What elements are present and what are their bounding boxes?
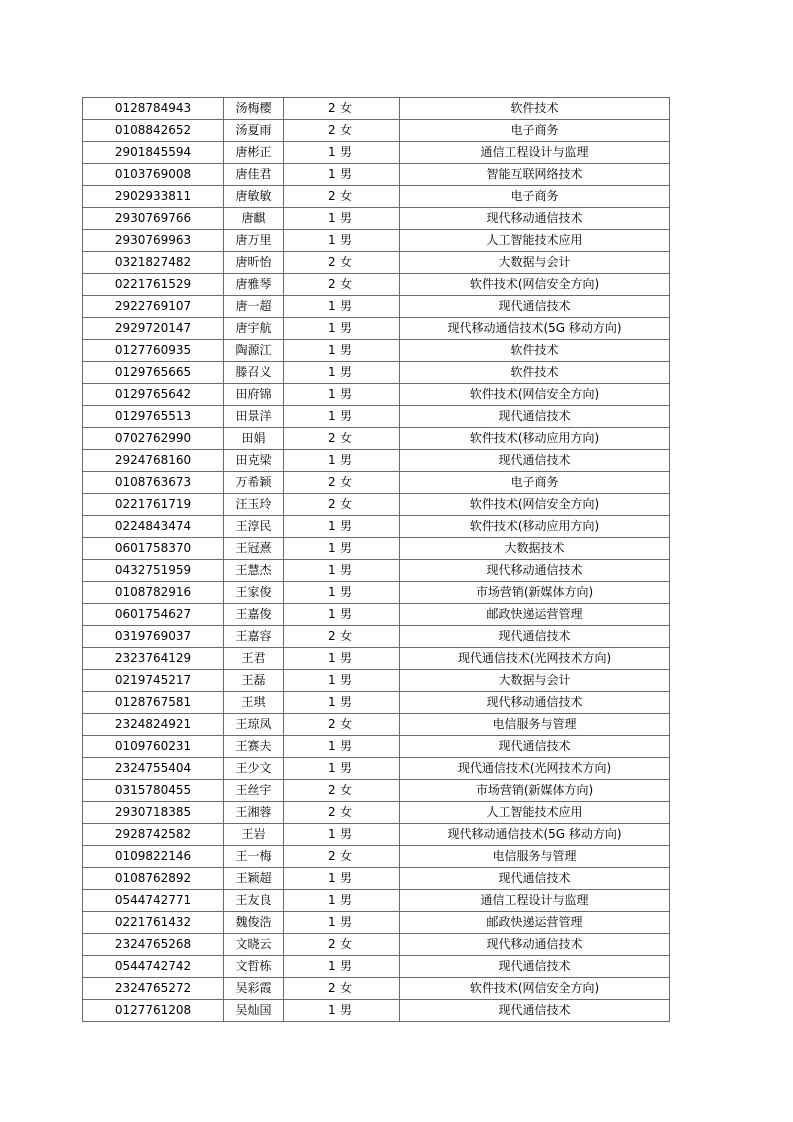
- student-table: [82, 97, 670, 1022]
- table-row: [83, 626, 670, 648]
- student-id-cell: 2929720147: [83, 318, 224, 340]
- table-row: [83, 560, 670, 582]
- gender-code: 2: [328, 783, 336, 797]
- student-id-cell: 0544742771: [83, 890, 224, 912]
- student-name-cell: 王冠熹: [224, 538, 284, 560]
- gender-label: 男: [340, 321, 353, 335]
- table-row: [83, 406, 670, 428]
- major-cell: 现代移动通信技术(5G 移动方向): [400, 318, 670, 340]
- table-row: [83, 648, 670, 670]
- gender-cell: [284, 428, 400, 450]
- student-name-cell: 汤梅樱: [224, 98, 284, 120]
- gender-cell: [284, 846, 400, 868]
- table-row: [83, 208, 670, 230]
- gender-cell: [284, 362, 400, 384]
- table-row: [83, 538, 670, 560]
- gender-label: 男: [340, 365, 353, 379]
- table-row: [83, 318, 670, 340]
- student-id-cell: 2902933811: [83, 186, 224, 208]
- major-cell: 现代通信技术: [400, 406, 670, 428]
- gender-label: 男: [340, 519, 353, 533]
- student-name-cell: 王少文: [224, 758, 284, 780]
- student-name-cell: 唐雅琴: [224, 274, 284, 296]
- gender-cell: [284, 560, 400, 582]
- student-id-cell: 0127760935: [83, 340, 224, 362]
- gender-label: 男: [340, 387, 353, 401]
- table-row: [83, 802, 670, 824]
- major-cell: 大数据与会计: [400, 670, 670, 692]
- gender-label: 男: [340, 695, 353, 709]
- gender-code: 1: [328, 519, 336, 533]
- student-id-cell: 0127761208: [83, 1000, 224, 1022]
- student-name-cell: 万希颖: [224, 472, 284, 494]
- gender-code: 1: [328, 585, 336, 599]
- gender-label: 男: [340, 651, 353, 665]
- gender-code: 1: [328, 541, 336, 555]
- gender-code: 1: [328, 167, 336, 181]
- student-id-cell: 2324824921: [83, 714, 224, 736]
- table-row: [83, 890, 670, 912]
- table-row: [83, 362, 670, 384]
- table-row: [83, 428, 670, 450]
- gender-cell: [284, 340, 400, 362]
- gender-label: 女: [340, 277, 353, 291]
- gender-label: 男: [340, 959, 353, 973]
- table-row: [83, 824, 670, 846]
- major-cell: 人工智能技术应用: [400, 230, 670, 252]
- table-row: [83, 516, 670, 538]
- student-id-cell: 0109822146: [83, 846, 224, 868]
- gender-label: 女: [340, 629, 353, 643]
- gender-code: 1: [328, 453, 336, 467]
- gender-cell: [284, 274, 400, 296]
- gender-code: 1: [328, 761, 336, 775]
- gender-cell: [284, 582, 400, 604]
- gender-label: 女: [340, 101, 353, 115]
- student-id-cell: 0224843474: [83, 516, 224, 538]
- major-cell: 现代通信技术: [400, 868, 670, 890]
- student-name-cell: 唐彬正: [224, 142, 284, 164]
- student-name-cell: 唐万里: [224, 230, 284, 252]
- major-cell: 现代通信技术: [400, 626, 670, 648]
- gender-cell: [284, 648, 400, 670]
- gender-code: 1: [328, 145, 336, 159]
- table-row: [83, 472, 670, 494]
- gender-cell: [284, 384, 400, 406]
- gender-code: 1: [328, 387, 336, 401]
- major-cell: 软件技术(网信安全方向): [400, 274, 670, 296]
- gender-label: 女: [340, 849, 353, 863]
- gender-cell: [284, 890, 400, 912]
- student-name-cell: 王磊: [224, 670, 284, 692]
- gender-code: 2: [328, 101, 336, 115]
- table-row: [83, 868, 670, 890]
- gender-code: 1: [328, 563, 336, 577]
- student-name-cell: 王家俊: [224, 582, 284, 604]
- gender-code: 1: [328, 651, 336, 665]
- gender-code: 1: [328, 321, 336, 335]
- gender-label: 男: [340, 607, 353, 621]
- gender-label: 男: [340, 673, 353, 687]
- student-id-cell: 0601758370: [83, 538, 224, 560]
- student-name-cell: 唐敏敏: [224, 186, 284, 208]
- student-name-cell: 王慧杰: [224, 560, 284, 582]
- student-id-cell: 2922769107: [83, 296, 224, 318]
- major-cell: 人工智能技术应用: [400, 802, 670, 824]
- student-name-cell: 田娟: [224, 428, 284, 450]
- major-cell: 现代通信技术: [400, 956, 670, 978]
- student-name-cell: 田府锦: [224, 384, 284, 406]
- student-id-cell: 0702762990: [83, 428, 224, 450]
- table-row: [83, 714, 670, 736]
- student-id-cell: 0321827482: [83, 252, 224, 274]
- gender-code: 2: [328, 849, 336, 863]
- gender-label: 女: [340, 805, 353, 819]
- gender-code: 1: [328, 299, 336, 313]
- gender-cell: [284, 406, 400, 428]
- gender-cell: [284, 934, 400, 956]
- major-cell: 软件技术(网信安全方向): [400, 384, 670, 406]
- student-name-cell: 王赛夫: [224, 736, 284, 758]
- student-name-cell: 文哲栋: [224, 956, 284, 978]
- gender-label: 女: [340, 475, 353, 489]
- student-name-cell: 王丝宇: [224, 780, 284, 802]
- gender-cell: [284, 296, 400, 318]
- student-name-cell: 田景洋: [224, 406, 284, 428]
- gender-cell: [284, 230, 400, 252]
- gender-cell: [284, 208, 400, 230]
- table-row: [83, 186, 670, 208]
- gender-cell: [284, 780, 400, 802]
- gender-label: 男: [340, 1003, 353, 1017]
- major-cell: 现代移动通信技术: [400, 208, 670, 230]
- student-id-cell: 2324765268: [83, 934, 224, 956]
- major-cell: 现代通信技术(光网技术方向): [400, 758, 670, 780]
- student-id-cell: 2324755404: [83, 758, 224, 780]
- student-id-cell: 0129765513: [83, 406, 224, 428]
- student-id-cell: 0108762892: [83, 868, 224, 890]
- gender-label: 女: [340, 189, 353, 203]
- student-name-cell: 王湘蓉: [224, 802, 284, 824]
- gender-code: 2: [328, 123, 336, 137]
- gender-code: 2: [328, 805, 336, 819]
- major-cell: 电信服务与管理: [400, 846, 670, 868]
- student-name-cell: 魏俊浩: [224, 912, 284, 934]
- major-cell: 现代移动通信技术: [400, 560, 670, 582]
- table-row: [83, 230, 670, 252]
- major-cell: 市场营销(新媒体方向): [400, 780, 670, 802]
- major-cell: 软件技术: [400, 362, 670, 384]
- table-row: [83, 692, 670, 714]
- student-name-cell: 唐昕怡: [224, 252, 284, 274]
- major-cell: 现代移动通信技术: [400, 692, 670, 714]
- student-id-cell: 2930718385: [83, 802, 224, 824]
- gender-label: 女: [340, 123, 353, 137]
- gender-code: 1: [328, 365, 336, 379]
- student-table-body: [83, 98, 670, 1022]
- gender-cell: [284, 98, 400, 120]
- student-id-cell: 0315780455: [83, 780, 224, 802]
- student-id-cell: 0544742742: [83, 956, 224, 978]
- table-row: [83, 142, 670, 164]
- gender-cell: [284, 758, 400, 780]
- major-cell: 软件技术: [400, 340, 670, 362]
- student-name-cell: 吴彩霞: [224, 978, 284, 1000]
- table-row: [83, 934, 670, 956]
- gender-cell: [284, 956, 400, 978]
- table-row: [83, 274, 670, 296]
- gender-cell: [284, 164, 400, 186]
- gender-label: 男: [340, 145, 353, 159]
- major-cell: 现代移动通信技术(5G 移动方向): [400, 824, 670, 846]
- gender-label: 女: [340, 255, 353, 269]
- major-cell: 通信工程设计与监理: [400, 890, 670, 912]
- gender-code: 1: [328, 409, 336, 423]
- table-row: [83, 1000, 670, 1022]
- gender-label: 男: [340, 233, 353, 247]
- major-cell: 软件技术: [400, 98, 670, 120]
- gender-code: 1: [328, 211, 336, 225]
- student-name-cell: 王琪: [224, 692, 284, 714]
- table-row: [83, 780, 670, 802]
- table-row: [83, 670, 670, 692]
- major-cell: 电子商务: [400, 120, 670, 142]
- table-row: [83, 164, 670, 186]
- student-name-cell: 王岩: [224, 824, 284, 846]
- major-cell: 电子商务: [400, 186, 670, 208]
- major-cell: 通信工程设计与监理: [400, 142, 670, 164]
- student-name-cell: 汪玉玲: [224, 494, 284, 516]
- gender-code: 2: [328, 255, 336, 269]
- major-cell: 大数据与会计: [400, 252, 670, 274]
- major-cell: 软件技术(移动应用方向): [400, 516, 670, 538]
- gender-label: 男: [340, 453, 353, 467]
- table-row: [83, 384, 670, 406]
- gender-label: 男: [340, 827, 353, 841]
- student-id-cell: 0108782916: [83, 582, 224, 604]
- student-id-cell: 2930769766: [83, 208, 224, 230]
- gender-label: 男: [340, 915, 353, 929]
- table-row: [83, 604, 670, 626]
- student-id-cell: 0129765665: [83, 362, 224, 384]
- gender-cell: [284, 736, 400, 758]
- gender-label: 女: [340, 431, 353, 445]
- gender-code: 1: [328, 607, 336, 621]
- major-cell: 软件技术(移动应用方向): [400, 428, 670, 450]
- gender-label: 男: [340, 409, 353, 423]
- gender-cell: [284, 1000, 400, 1022]
- major-cell: 现代通信技术: [400, 1000, 670, 1022]
- major-cell: 智能互联网络技术: [400, 164, 670, 186]
- table-row: [83, 736, 670, 758]
- gender-code: 2: [328, 475, 336, 489]
- table-row: [83, 912, 670, 934]
- gender-cell: [284, 802, 400, 824]
- table-row: [83, 846, 670, 868]
- gender-code: 1: [328, 871, 336, 885]
- gender-code: 1: [328, 233, 336, 247]
- student-name-cell: 王嘉容: [224, 626, 284, 648]
- gender-code: 1: [328, 739, 336, 753]
- gender-cell: [284, 318, 400, 340]
- table-row: [83, 494, 670, 516]
- student-name-cell: 王一梅: [224, 846, 284, 868]
- major-cell: 软件技术(网信安全方向): [400, 978, 670, 1000]
- student-id-cell: 0109760231: [83, 736, 224, 758]
- student-name-cell: 唐宇航: [224, 318, 284, 340]
- gender-cell: [284, 142, 400, 164]
- gender-label: 男: [340, 585, 353, 599]
- major-cell: 大数据技术: [400, 538, 670, 560]
- student-name-cell: 唐一超: [224, 296, 284, 318]
- student-id-cell: 2930769963: [83, 230, 224, 252]
- student-name-cell: 文晓云: [224, 934, 284, 956]
- gender-cell: [284, 252, 400, 274]
- student-id-cell: 2924768160: [83, 450, 224, 472]
- gender-code: 2: [328, 937, 336, 951]
- table-row: [83, 978, 670, 1000]
- gender-code: 1: [328, 827, 336, 841]
- table-row: [83, 252, 670, 274]
- major-cell: 电子商务: [400, 472, 670, 494]
- student-name-cell: 田克梁: [224, 450, 284, 472]
- gender-cell: [284, 604, 400, 626]
- table-row: [83, 450, 670, 472]
- student-id-cell: 0219745217: [83, 670, 224, 692]
- student-name-cell: 王琼凤: [224, 714, 284, 736]
- major-cell: 现代通信技术: [400, 450, 670, 472]
- student-name-cell: 汤夏雨: [224, 120, 284, 142]
- student-id-cell: 0432751959: [83, 560, 224, 582]
- student-name-cell: 吴灿国: [224, 1000, 284, 1022]
- gender-code: 1: [328, 673, 336, 687]
- student-id-cell: 0601754627: [83, 604, 224, 626]
- gender-code: 1: [328, 695, 336, 709]
- student-name-cell: 滕召义: [224, 362, 284, 384]
- table-row: [83, 956, 670, 978]
- student-name-cell: 唐麒: [224, 208, 284, 230]
- table-row: [83, 98, 670, 120]
- gender-code: 1: [328, 343, 336, 357]
- gender-cell: [284, 450, 400, 472]
- gender-cell: [284, 120, 400, 142]
- table-row: [83, 758, 670, 780]
- gender-cell: [284, 978, 400, 1000]
- gender-code: 1: [328, 1003, 336, 1017]
- student-id-cell: 2928742582: [83, 824, 224, 846]
- major-cell: 邮政快递运营管理: [400, 912, 670, 934]
- gender-label: 男: [340, 211, 353, 225]
- gender-cell: [284, 714, 400, 736]
- table-row: [83, 340, 670, 362]
- gender-cell: [284, 912, 400, 934]
- table-row: [83, 296, 670, 318]
- gender-label: 男: [340, 541, 353, 555]
- gender-code: 2: [328, 629, 336, 643]
- student-id-cell: 0128784943: [83, 98, 224, 120]
- gender-label: 男: [340, 761, 353, 775]
- major-cell: 现代移动通信技术: [400, 934, 670, 956]
- student-name-cell: 王嘉俊: [224, 604, 284, 626]
- gender-code: 2: [328, 981, 336, 995]
- student-id-cell: 0319769037: [83, 626, 224, 648]
- gender-label: 女: [340, 981, 353, 995]
- major-cell: 电信服务与管理: [400, 714, 670, 736]
- gender-code: 2: [328, 497, 336, 511]
- gender-cell: [284, 538, 400, 560]
- student-name-cell: 王颖超: [224, 868, 284, 890]
- student-id-cell: 0128767581: [83, 692, 224, 714]
- gender-label: 男: [340, 167, 353, 181]
- student-id-cell: 0108763673: [83, 472, 224, 494]
- gender-cell: [284, 186, 400, 208]
- student-id-cell: 0221761529: [83, 274, 224, 296]
- table-row: [83, 120, 670, 142]
- gender-cell: [284, 494, 400, 516]
- student-id-cell: 0108842652: [83, 120, 224, 142]
- gender-cell: [284, 472, 400, 494]
- gender-code: 1: [328, 959, 336, 973]
- gender-label: 男: [340, 871, 353, 885]
- gender-cell: [284, 626, 400, 648]
- gender-cell: [284, 516, 400, 538]
- gender-cell: [284, 670, 400, 692]
- student-id-cell: 2324765272: [83, 978, 224, 1000]
- gender-label: 女: [340, 783, 353, 797]
- gender-cell: [284, 824, 400, 846]
- student-name-cell: 王君: [224, 648, 284, 670]
- gender-label: 女: [340, 937, 353, 951]
- student-name-cell: 王友良: [224, 890, 284, 912]
- student-id-cell: 2323764129: [83, 648, 224, 670]
- gender-code: 2: [328, 277, 336, 291]
- gender-label: 男: [340, 893, 353, 907]
- gender-label: 女: [340, 497, 353, 511]
- gender-cell: [284, 868, 400, 890]
- student-id-cell: 0221761719: [83, 494, 224, 516]
- student-id-cell: 0221761432: [83, 912, 224, 934]
- gender-label: 女: [340, 717, 353, 731]
- gender-label: 男: [340, 299, 353, 313]
- major-cell: 软件技术(网信安全方向): [400, 494, 670, 516]
- major-cell: 现代通信技术(光网技术方向): [400, 648, 670, 670]
- student-name-cell: 唐佳君: [224, 164, 284, 186]
- gender-code: 2: [328, 431, 336, 445]
- gender-label: 男: [340, 343, 353, 357]
- gender-code: 2: [328, 717, 336, 731]
- gender-code: 1: [328, 893, 336, 907]
- student-name-cell: 陶源江: [224, 340, 284, 362]
- table-row: [83, 582, 670, 604]
- major-cell: 现代通信技术: [400, 296, 670, 318]
- student-id-cell: 2901845594: [83, 142, 224, 164]
- student-id-cell: 0103769008: [83, 164, 224, 186]
- gender-code: 1: [328, 915, 336, 929]
- gender-cell: [284, 692, 400, 714]
- major-cell: 现代通信技术: [400, 736, 670, 758]
- gender-label: 男: [340, 563, 353, 577]
- gender-code: 2: [328, 189, 336, 203]
- student-id-cell: 0129765642: [83, 384, 224, 406]
- major-cell: 市场营销(新媒体方向): [400, 582, 670, 604]
- student-name-cell: 王淳民: [224, 516, 284, 538]
- major-cell: 邮政快递运营管理: [400, 604, 670, 626]
- gender-label: 男: [340, 739, 353, 753]
